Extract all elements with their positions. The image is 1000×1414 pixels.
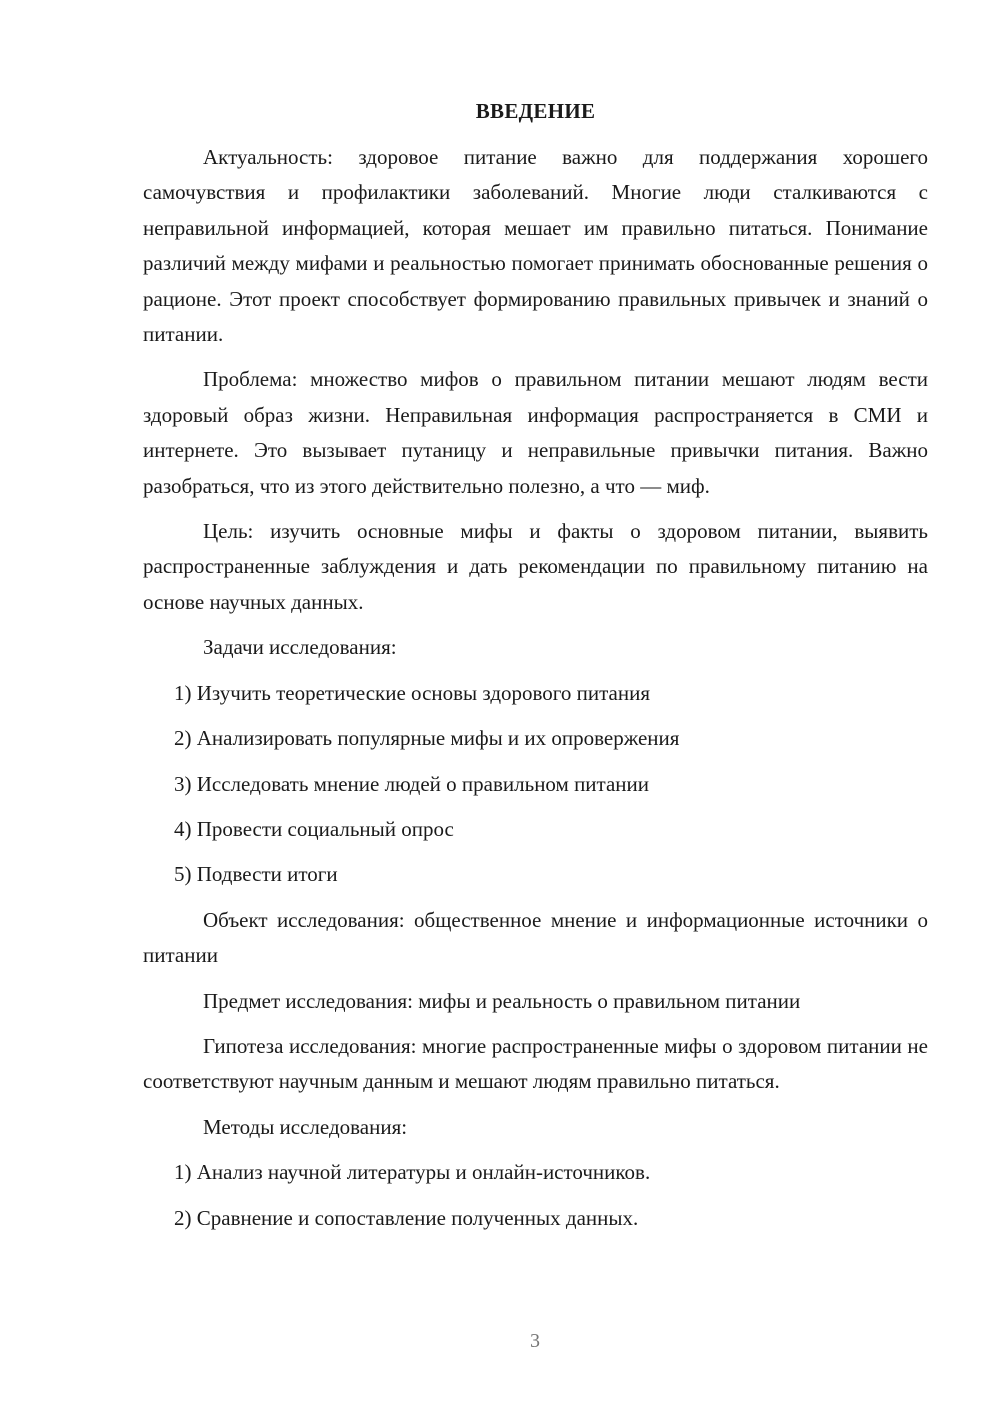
methods-heading: Методы исследования: (203, 1114, 408, 1139)
page-number: 3 (530, 1330, 540, 1352)
section-title: ВВЕДЕНИЕ (475, 99, 596, 123)
document-page (143, 95, 928, 1246)
paragraph-relevance: Актуальность: здоровое питание важно для поддержания хорошего самочувствия и профилактики заболеваний. Многие люди сталкиваются с неправильной информацией, которая мешает им правильно питаться. Понимание различий между мифами и реальностью помогает принимать обоснованные решения о рационе. Этот проект способствует формированию правильных привычек и знаний о питании. (143, 145, 928, 347)
paragraph-subject: Предмет исследования: мифы и реальность о правильном питании (203, 988, 801, 1013)
paragraph-goal: Цель: изучить основные мифы и факты о здоровом питании, выявить распространенные заблуждения и дать рекомендации по правильному питанию на основе научных данных. (143, 519, 928, 614)
method-item-2: 2) Сравнение и сопоставление полученных данных. (174, 1205, 639, 1230)
task-item-4: 4) Провести социальный опрос (174, 816, 454, 841)
paragraph-problem: Проблема: множество мифов о правильном питании мешают людям вести здоровый образ жизни. Неправильная информация распространяется в СМИ и интернете. Это вызывает путаницу и неправильные привычки питания. Важно разобраться, что из этого действительно полезно, а что — миф. (143, 367, 928, 498)
tasks-heading: Задачи исследования: (203, 635, 397, 660)
task-item-3: 3) Исследовать мнение людей о правильном питании (174, 771, 650, 796)
method-item-1: 1) Анализ научной литературы и онлайн-источников. (174, 1160, 651, 1185)
task-item-2: 2) Анализировать популярные мифы и их опровержения (174, 726, 680, 751)
task-item-1: 1) Изучить теоретические основы здорового питания (174, 680, 650, 705)
paragraph-object: Объект исследования: общественное мнение и информационные источники о питании (143, 907, 928, 968)
task-item-5: 5) Подвести итоги (174, 862, 338, 887)
paragraph-hypothesis: Гипотеза исследования: многие распространенные мифы о здоровом питании не соответствуют научным данным и мешают людям правильно питаться. (143, 1033, 928, 1094)
